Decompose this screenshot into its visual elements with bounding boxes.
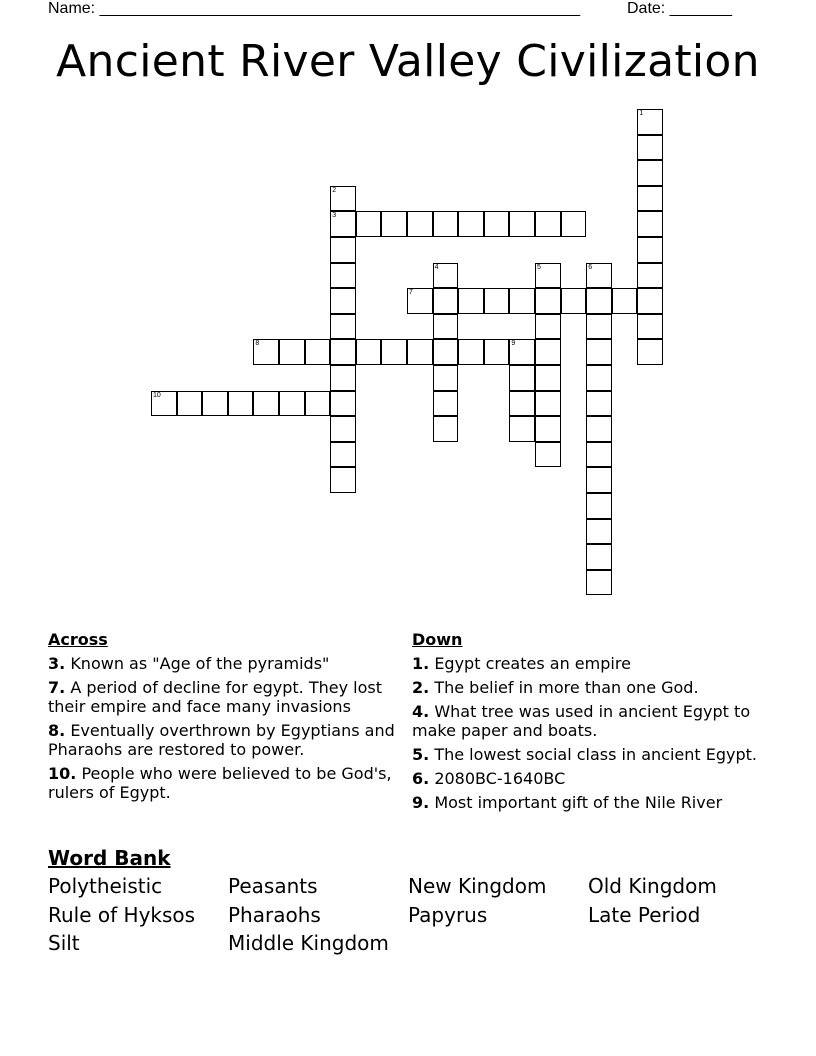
clue-number: 3. (48, 654, 66, 673)
crossword-cell[interactable] (330, 339, 356, 365)
crossword-cell[interactable] (586, 314, 612, 340)
crossword-cell[interactable] (433, 211, 459, 237)
cell-number: 9 (511, 340, 516, 348)
cell-number: 5 (537, 263, 541, 271)
word-bank (48, 874, 768, 960)
name-field-label[interactable]: Name: ______________________________________________________ (48, 0, 581, 17)
crossword-cell[interactable] (509, 211, 535, 237)
clue-text: 2080BC-1640BC (434, 769, 566, 788)
crossword-cell[interactable] (433, 391, 459, 417)
word-bank-item: Papyrus (408, 902, 488, 927)
word-bank-item: New Kingdom (408, 874, 547, 898)
cell-number: 2 (332, 186, 337, 194)
clue-number: 9. (412, 793, 430, 812)
crossword-cell[interactable] (458, 211, 484, 237)
down-heading: Down (412, 630, 463, 649)
crossword-cell[interactable] (586, 288, 612, 314)
crossword-cell[interactable] (586, 365, 612, 391)
crossword-cell[interactable] (407, 288, 433, 314)
crossword-cell[interactable] (305, 391, 331, 417)
crossword-cell[interactable] (330, 416, 356, 442)
word-bank-item: Silt (48, 931, 80, 955)
crossword-cell[interactable] (330, 365, 356, 391)
clue-text: People who were believed to be God's, rulers of Egypt. (48, 764, 392, 802)
across-heading: Across (48, 630, 108, 649)
crossword-cell[interactable] (637, 109, 663, 135)
crossword-cell[interactable] (535, 288, 561, 314)
cell-number: 7 (409, 289, 413, 297)
crossword-cell[interactable] (177, 391, 203, 417)
crossword-cell[interactable] (330, 442, 356, 468)
clue-number: 4. (412, 702, 430, 721)
crossword-cell[interactable] (509, 391, 535, 417)
word-bank-item: Middle Kingdom (228, 931, 389, 955)
crossword-cell[interactable] (381, 211, 407, 237)
crossword-cell[interactable] (279, 391, 305, 417)
crossword-cell[interactable] (637, 288, 663, 314)
down-clue (412, 654, 772, 673)
crossword-cell[interactable] (586, 442, 612, 468)
cell-number: 4 (434, 263, 439, 271)
crossword-cell[interactable] (586, 263, 612, 289)
crossword-cell[interactable] (356, 339, 382, 365)
crossword-cell[interactable] (330, 288, 356, 314)
crossword-cell[interactable] (330, 467, 356, 493)
crossword-cell[interactable] (433, 365, 459, 391)
crossword-cell[interactable] (202, 391, 228, 417)
clue-text: A period of decline for egypt. They lost their empire and face many invasions (48, 678, 382, 716)
across-clue (48, 654, 408, 673)
crossword-cell[interactable] (330, 186, 356, 212)
crossword-cell[interactable] (407, 211, 433, 237)
crossword-cell[interactable] (509, 416, 535, 442)
crossword-cell[interactable] (484, 288, 510, 314)
crossword-cell[interactable] (458, 339, 484, 365)
clue-text: The lowest social class in ancient Egypt. (434, 745, 757, 764)
crossword-cell[interactable] (637, 263, 663, 289)
crossword-cell[interactable] (535, 314, 561, 340)
across-clue (48, 721, 408, 759)
clue-number: 5. (412, 745, 430, 764)
page-title: Ancient River Valley Civilization (56, 36, 760, 87)
word-bank-title: Word Bank (48, 846, 171, 870)
crossword-cell[interactable] (356, 211, 382, 237)
crossword-cell[interactable] (586, 570, 612, 596)
crossword-cell[interactable] (330, 237, 356, 263)
crossword-cell[interactable] (586, 416, 612, 442)
crossword-cell[interactable] (535, 211, 561, 237)
cell-number: 3 (332, 212, 337, 220)
down-clue (412, 702, 772, 740)
clue-text: What tree was used in ancient Egypt to make paper and boats. (412, 702, 751, 740)
crossword-cell[interactable] (433, 314, 459, 340)
clue-text: The belief in more than one God. (434, 678, 699, 697)
across-clue (48, 678, 408, 716)
crossword-cell[interactable] (535, 263, 561, 289)
crossword-cell[interactable] (561, 211, 587, 237)
word-bank-item: Pharaohs (228, 902, 321, 927)
clue-number: 2. (412, 678, 430, 697)
crossword-cell[interactable] (509, 365, 535, 391)
crossword-cell[interactable] (637, 135, 663, 161)
crossword-cell[interactable] (253, 339, 279, 365)
date-field-label[interactable]: Date: _______ (627, 0, 732, 17)
crossword-cell[interactable] (586, 467, 612, 493)
clue-number: 1. (412, 654, 430, 673)
crossword-cell[interactable] (637, 339, 663, 365)
down-clue (412, 793, 772, 812)
word-bank-item: Polytheistic (48, 874, 163, 898)
cell-number: 10 (153, 391, 161, 399)
crossword-cell[interactable] (330, 314, 356, 340)
across-clues (48, 630, 408, 807)
crossword-cell[interactable] (637, 211, 663, 237)
cell-number: 8 (255, 340, 260, 348)
crossword-cell[interactable] (586, 544, 612, 570)
crossword-cell[interactable] (279, 339, 305, 365)
crossword-cell[interactable] (330, 263, 356, 289)
cell-number: 6 (588, 263, 593, 271)
crossword-cell[interactable] (253, 391, 279, 417)
down-clue (412, 678, 772, 697)
crossword-cell[interactable] (228, 391, 254, 417)
cell-number: 1 (639, 110, 644, 117)
crossword-cell[interactable] (509, 288, 535, 314)
crossword-cell[interactable] (458, 288, 484, 314)
clue-number: 7. (48, 678, 66, 697)
crossword-cell[interactable] (305, 339, 331, 365)
crossword-cell[interactable] (151, 391, 177, 417)
word-bank-item: Old Kingdom (588, 874, 717, 898)
crossword-cell[interactable] (433, 339, 459, 365)
down-clue (412, 769, 772, 788)
clue-text: Eventually overthrown by Egyptians and Pharaohs are restored to power. (48, 721, 395, 759)
clue-text: Egypt creates an empire (434, 654, 631, 673)
crossword-cell[interactable] (509, 339, 535, 365)
crossword-cell[interactable] (535, 442, 561, 468)
crossword-cell[interactable] (561, 288, 587, 314)
crossword-cell[interactable] (612, 288, 638, 314)
crossword-cell[interactable] (330, 211, 356, 237)
crossword-cell[interactable] (433, 288, 459, 314)
crossword-cell[interactable] (637, 237, 663, 263)
crossword-cell[interactable] (586, 519, 612, 545)
word-bank-item: Late Period (588, 902, 701, 927)
crossword-cell[interactable] (586, 391, 612, 417)
crossword-cell[interactable] (535, 365, 561, 391)
clue-text: Most important gift of the Nile River (434, 793, 723, 812)
crossword-cell[interactable] (381, 339, 407, 365)
crossword-cell[interactable] (484, 211, 510, 237)
crossword-cell[interactable] (433, 416, 459, 442)
word-bank-item: Rule of Hyksos (48, 902, 196, 927)
crossword-cell[interactable] (586, 339, 612, 365)
clue-text: Known as "Age of the pyramids" (70, 654, 330, 673)
down-clues (412, 630, 772, 817)
crossword-cell[interactable] (535, 339, 561, 365)
crossword-cell[interactable] (407, 339, 433, 365)
crossword-cell[interactable] (330, 391, 356, 417)
crossword-cell[interactable] (484, 339, 510, 365)
crossword-cell[interactable] (586, 493, 612, 519)
crossword-cell[interactable] (535, 416, 561, 442)
across-clue (48, 764, 408, 802)
clue-number: 8. (48, 721, 66, 740)
clue-number: 6. (412, 769, 430, 788)
down-clue (412, 745, 772, 764)
word-bank-item: Peasants (228, 874, 318, 898)
crossword-cell[interactable] (535, 391, 561, 417)
crossword-cell[interactable] (637, 160, 663, 186)
crossword-cell[interactable] (433, 263, 459, 289)
crossword-cell[interactable] (637, 186, 663, 212)
crossword-cell[interactable] (637, 314, 663, 340)
clue-number: 10. (48, 764, 77, 783)
